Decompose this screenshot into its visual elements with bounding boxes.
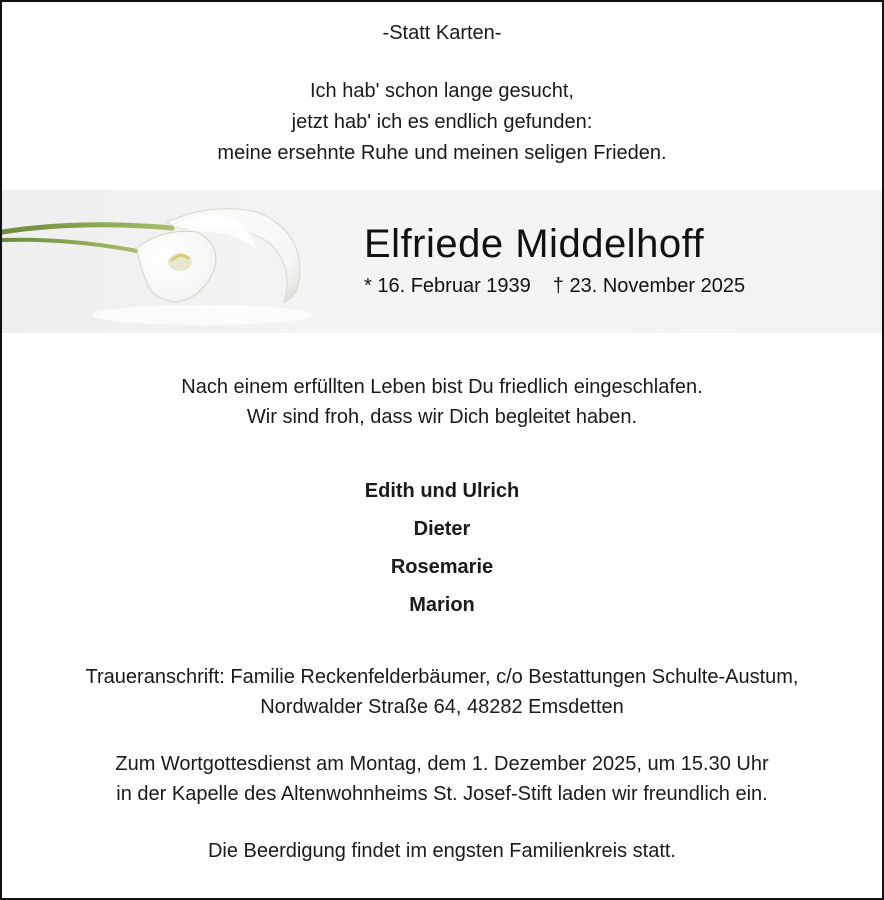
poem (2, 76, 882, 169)
message-line: Nach einem erfüllten Leben bist Du friedlich eingeschlafen. (181, 376, 703, 398)
statt-karten-header (2, 18, 882, 48)
message-line: Wir sind froh, dass wir Dich begleitet haben. (246, 406, 638, 428)
address-line: Traueranschrift: Familie Reckenfelderbäumer, c/o Bestattungen Schulte-Austum, (85, 666, 799, 688)
poem-line: Ich hab' schon lange gesucht, (309, 80, 574, 102)
death-date: † 23. November 2025 (552, 275, 746, 297)
poem-line: meine ersehnte Ruhe und meinen seligen Frieden. (217, 142, 667, 164)
service-line: Zum Wortgottesdienst am Montag, dem 1. Dezember 2025, um 15.30 Uhr (115, 753, 769, 775)
mourner-name: Marion (409, 594, 475, 616)
life-dates (364, 273, 745, 299)
mourner-name: Edith und Ulrich (364, 480, 520, 502)
deceased-name: Elfriede Middelhoff (364, 222, 705, 266)
burial-info (2, 836, 882, 866)
mourner-name: Rosemarie (390, 556, 494, 578)
name-banner (2, 190, 882, 333)
address-line: Nordwalder Straße 64, 48282 Emsdetten (260, 696, 624, 718)
mourning-address (2, 662, 882, 722)
poem-line: jetzt hab' ich es endlich gefunden: (291, 111, 593, 133)
calla-lily-image (2, 190, 332, 333)
statt-karten-text: -Statt Karten- (382, 22, 502, 44)
birth-date: * 16. Februar 1939 (364, 275, 531, 297)
service-line: in der Kapelle des Altenwohnheims St. Josef-Stift laden wir freundlich ein. (116, 783, 768, 805)
farewell-message (2, 372, 882, 432)
mourner-name: Dieter (413, 518, 471, 540)
burial-line: Die Beerdigung findet im engsten Familienkreis statt. (207, 840, 676, 862)
mourners-list (2, 472, 882, 624)
service-info (2, 749, 882, 809)
